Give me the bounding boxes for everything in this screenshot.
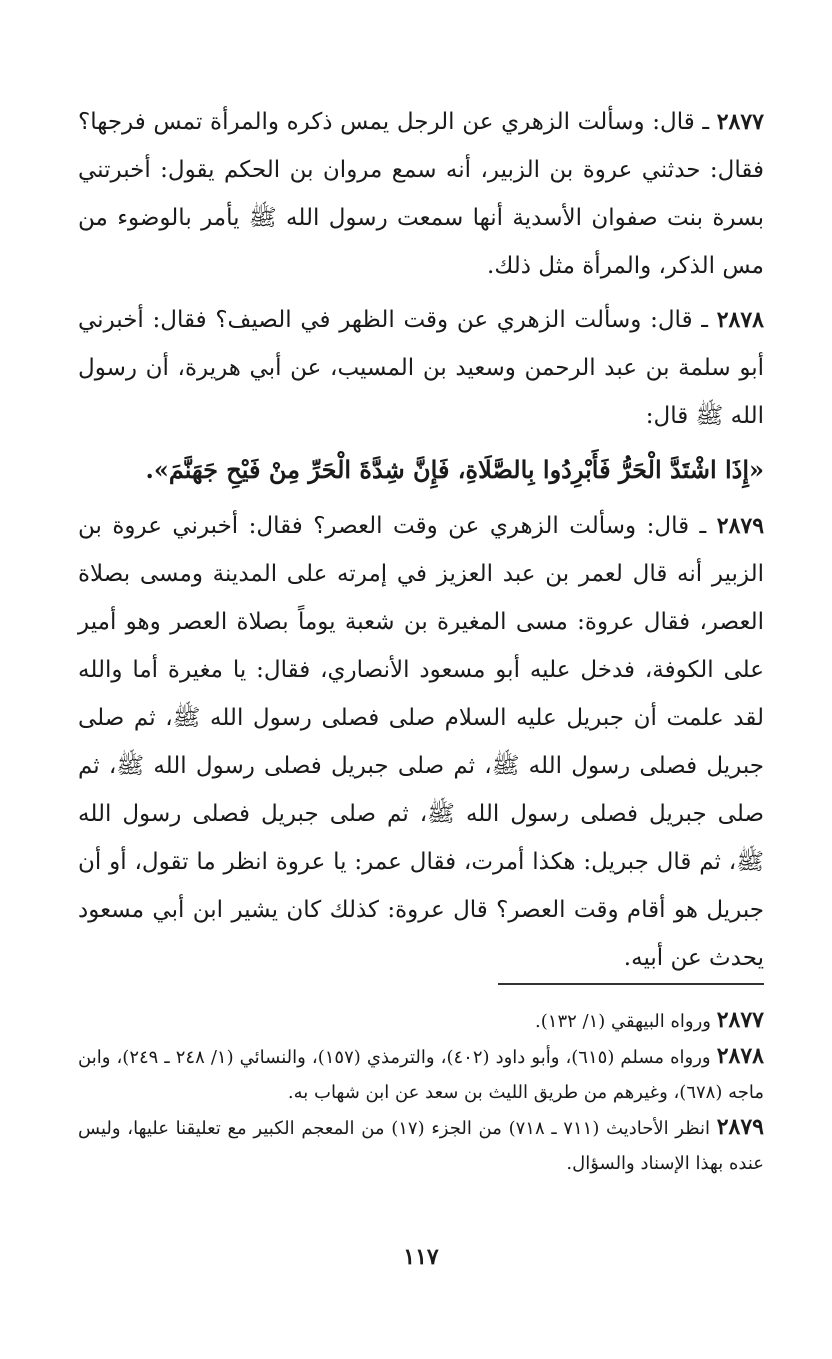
hadith-paragraph-2877 — [78, 98, 764, 290]
book-page — [78, 98, 764, 1298]
hadith-text: ـ قال: وسألت الزهري عن وقت الظهر في الصيف؟ فقال: أخبرني أبو سلمة بن عبد الرحمن وسعيد بن المسيب، عن أبي هريرة، أن رسول الله ﷺ قال: — [78, 307, 764, 429]
footnotes — [78, 1003, 764, 1181]
footnote-text: ورواه مسلم (٦١٥)، وأبو داود (٤٠٢)، والترمذي (١٥٧)، والنسائي (١/ ٢٤٨ ـ ٢٤٩)، وابن ماجه (٦٧٨)، وغيرهم من طريق الليث بن سعد عن ابن شهاب به. — [78, 1047, 764, 1103]
footnote-text: انظر الأحاديث (٧١١ ـ ٧١٨) من الجزء (١٧) من المعجم الكبير مع تعليقنا عليها، وليس عنده بهذا الإسناد والسؤال. — [78, 1118, 764, 1174]
hadith-paragraph-2878 — [78, 296, 764, 440]
prophetic-saying: «إِذَا اشْتَدَّ الْحَرُّ فَأَبْرِدُوا بِالصَّلَاةِ، فَإِنَّ شِدَّةَ الْحَرِّ مِنْ فَيْحِ جَهَنَّمَ». — [145, 455, 764, 484]
hadith-text: ـ قال: وسألت الزهري عن الرجل يمس ذكره والمرأة تمس فرجها؟ فقال: حدثني عروة بن الزبير، أنه سمع مروان بن الحكم يقول: أخبرتني بسرة بنت صفوان الأسدية أنها سمعت رسول الله ﷺ يأمر بالوضوء من مس الذكر، والمرأة مثل ذلك. — [78, 109, 764, 279]
page-number: ١١٧ — [403, 1244, 439, 1270]
footnote-number: ٢٨٧٩ — [716, 1114, 764, 1140]
hadith-number: ٢٨٧٧ — [716, 109, 764, 135]
footnote-number: ٢٨٧٨ — [716, 1043, 764, 1069]
footnote-2879 — [78, 1110, 764, 1181]
hadith-text: ـ قال: وسألت الزهري عن وقت العصر؟ فقال: أخبرني عروة بن الزبير أنه قال لعمر بن عبد العزيز في إمرته على المدينة ومسى بصلاة العصر، فقال عروة: مسى المغيرة بن شعبة يوماً بصلاة العصر وهو أمير على الكوفة، فدخل عليه أبو مسعود الأنصاري، فقال: يا مغيرة أما والله لقد علمت أن جبريل عليه السلام صلى فصلى رسول الله ﷺ، ثم صلى جبريل فصلى رسول الله ﷺ، ثم صلى جبريل فصلى رسول الله ﷺ، ثم صلى جبريل فصلى رسول الله ﷺ، ثم صلى جبريل فصلى رسول الله ﷺ، ثم قال جبريل: هكذا أمرت، فقال عمر: يا عروة انظر ما تقول، أو أن جبريل هو أقام وقت العصر؟ قال عروة: كذلك كان يشير ابن أبي مسعود يحدث عن أبيه. — [78, 513, 764, 971]
hadith-number: ٢٨٧٨ — [716, 307, 764, 333]
footnote-divider — [498, 983, 764, 985]
footnote-2877 — [78, 1003, 764, 1039]
footnote-text: ورواه البيهقي (١/ ١٣٢). — [535, 1011, 711, 1032]
hadith-paragraph-2879 — [78, 502, 764, 982]
footnote-number: ٢٨٧٧ — [716, 1007, 764, 1033]
hadith-number: ٢٨٧٩ — [716, 513, 765, 539]
footnote-2878 — [78, 1039, 764, 1110]
